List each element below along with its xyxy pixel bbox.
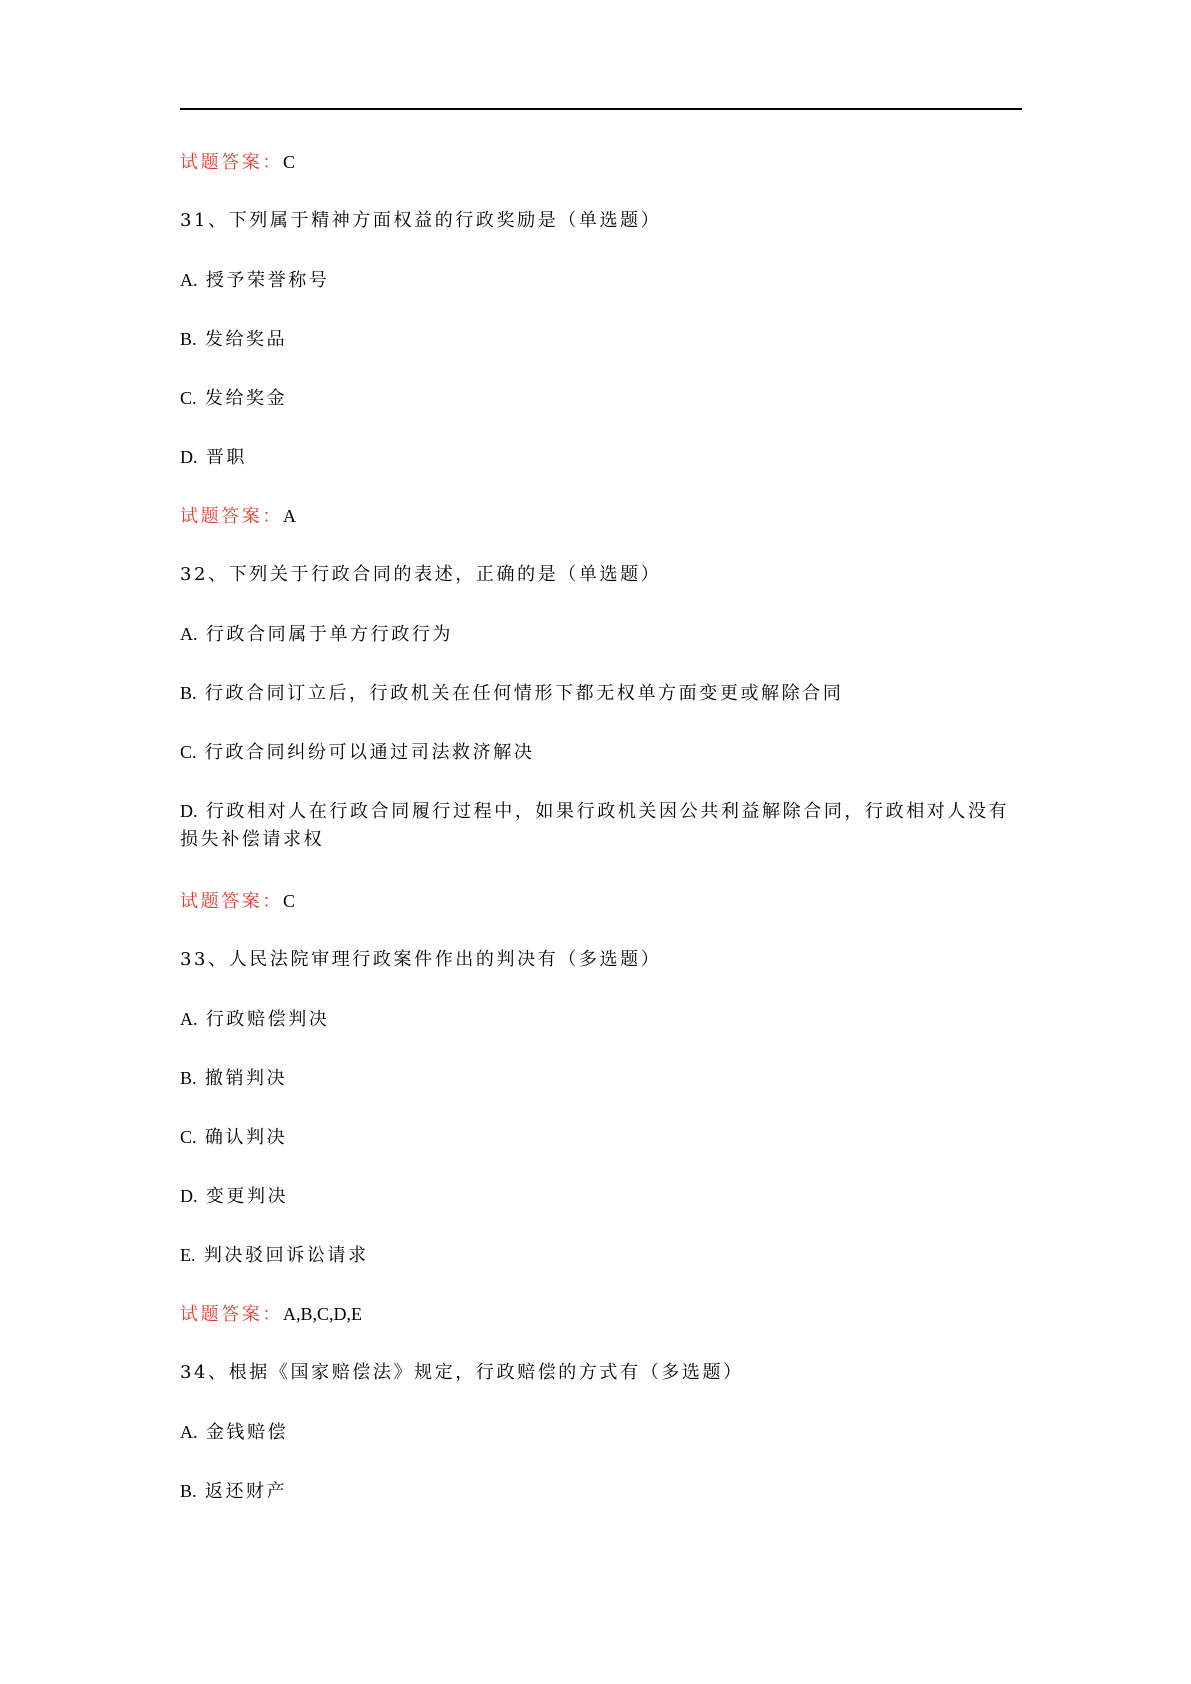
answer-label: 试题答案： (180, 1304, 283, 1325)
option-letter: B. (180, 683, 197, 703)
option-line (180, 325, 1022, 354)
answer-line (180, 887, 1022, 916)
option-letter: E. (180, 1245, 196, 1265)
option-line (180, 384, 1022, 413)
option-letter: C. (180, 388, 197, 408)
question-31: 31、下列属于精神方面权益的行政奖励是（单选题） (180, 210, 662, 231)
option-line (180, 266, 1022, 295)
option-letter: C. (180, 1127, 197, 1147)
option-letter: D. (180, 447, 198, 467)
answer-label: 试题答案： (180, 152, 283, 173)
answer-value: A,B,C,D,E (283, 1304, 363, 1324)
option-line (180, 1123, 1022, 1152)
option-letter: B. (180, 1068, 197, 1088)
option-letter: A. (180, 270, 198, 290)
option-line (180, 1477, 1022, 1506)
option-line (180, 620, 1022, 649)
option-text: 行政合同属于单方行政行为 (205, 624, 454, 645)
option-text: 发给奖品 (204, 329, 288, 350)
question-32: 32、下列关于行政合同的表述，正确的是（单选题） (180, 564, 662, 585)
option-letter: A. (180, 624, 198, 644)
option-text: 撤销判决 (204, 1068, 288, 1089)
option-text: 返还财产 (204, 1481, 288, 1502)
question-34: 34、根据《国家赔偿法》规定，行政赔偿的方式有（多选题） (180, 1362, 744, 1383)
answer-label: 试题答案： (180, 891, 283, 912)
option-text: 行政赔偿判决 (205, 1009, 330, 1030)
answer-value: C (283, 152, 296, 172)
option-letter: D. (180, 801, 198, 821)
option-line (180, 1182, 1022, 1211)
option-line (180, 443, 1022, 472)
option-text: 变更判决 (205, 1186, 289, 1207)
option-letter: A. (180, 1009, 198, 1029)
option-text: 金钱赔偿 (205, 1422, 289, 1443)
option-line (180, 797, 1022, 854)
option-line (180, 738, 1022, 767)
option-letter: B. (180, 329, 197, 349)
answer-label: 试题答案： (180, 506, 283, 527)
option-line (180, 1064, 1022, 1093)
answer-line (180, 1300, 1022, 1329)
option-text: 行政合同纠纷可以通过司法救济解决 (204, 742, 535, 763)
option-text: 判决驳回诉讼请求 (203, 1245, 369, 1266)
option-letter: A. (180, 1422, 198, 1442)
answer-value: C (283, 891, 296, 911)
option-line (180, 1241, 1022, 1270)
question-33: 33、人民法院审理行政案件作出的判决有（多选题） (180, 949, 662, 970)
option-letter: C. (180, 742, 197, 762)
option-text: 行政相对人在行政合同履行过程中，如果行政机关因公共利益解除合同，行政相对人没有损失补偿请求权 (180, 801, 1010, 850)
option-letter: B. (180, 1481, 197, 1501)
option-text: 晋职 (205, 447, 248, 468)
option-line (180, 1005, 1022, 1034)
header-rule (180, 108, 1022, 110)
option-text: 行政合同订立后，行政机关在任何情形下都无权单方面变更或解除合同 (204, 683, 844, 704)
option-letter: D. (180, 1186, 198, 1206)
option-text: 确认判决 (204, 1127, 288, 1148)
option-text: 发给奖金 (204, 388, 288, 409)
answer-line (180, 502, 1022, 531)
answer-value: A (283, 506, 296, 526)
option-text: 授予荣誉称号 (205, 270, 330, 291)
option-line (180, 679, 1022, 708)
option-line (180, 1418, 1022, 1447)
answer-line (180, 148, 1022, 177)
